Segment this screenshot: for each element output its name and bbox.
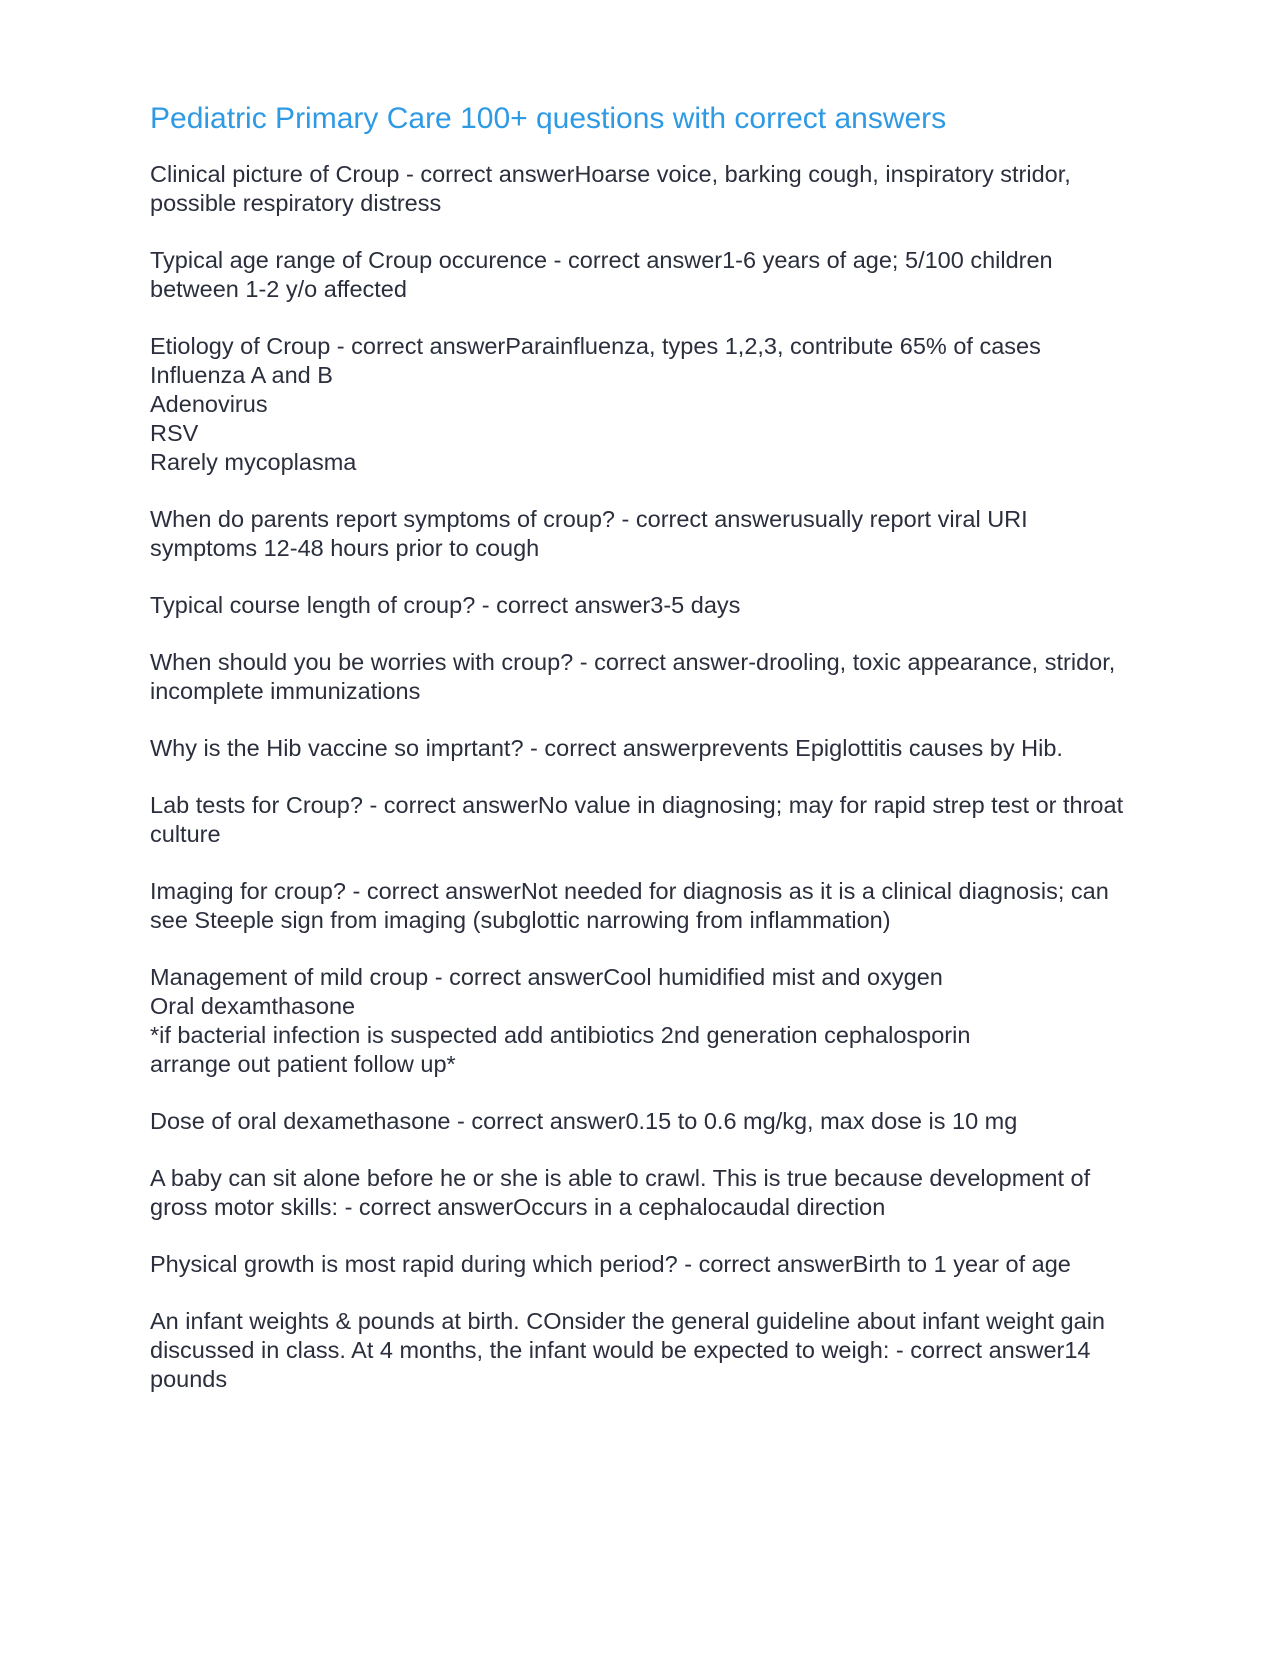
qa-entry — [150, 505, 1140, 563]
qa-entry-line: Lab tests for Croup? - correct answerNo value in diagnosing; may for rapid strep test or throat culture — [150, 791, 1124, 847]
qa-entry — [150, 791, 1140, 849]
qa-entry — [150, 648, 1140, 706]
qa-entry-line: Rarely mycoplasma — [150, 448, 357, 475]
qa-entry — [150, 1164, 1140, 1222]
qa-entry-line: An infant weights & pounds at birth. COnsider the general guideline about infant weight gain discussed in class. At 4 months, the infant would be expected to weigh: - correct answer14 pounds — [150, 1307, 1105, 1392]
qa-entry-line: A baby can sit alone before he or she is able to crawl. This is true because development of gross motor skills: - correct answerOccurs in a cephalocaudal direction — [150, 1164, 1091, 1220]
qa-entry-line: Management of mild croup - correct answerCool humidified mist and oxygen — [150, 963, 943, 990]
qa-entry — [150, 1107, 1140, 1136]
qa-entry — [150, 591, 1140, 620]
qa-entry-line: Clinical picture of Croup - correct answerHoarse voice, barking cough, inspiratory stridor, possible respiratory distress — [150, 160, 1071, 216]
qa-entry-line: Etiology of Croup - correct answerParainfluenza, types 1,2,3, contribute 65% of cases — [150, 332, 1041, 359]
qa-list — [150, 160, 1140, 1394]
qa-entry — [150, 1250, 1140, 1279]
qa-entry-line: Typical age range of Croup occurence - correct answer1-6 years of age; 5/100 children between 1-2 y/o affected — [150, 246, 1053, 302]
qa-entry-line: Typical course length of croup? - correct answer3-5 days — [150, 591, 741, 618]
document-page — [150, 100, 1140, 1422]
qa-entry — [150, 963, 1140, 1079]
qa-entry-line: Oral dexamthasone — [150, 992, 356, 1019]
qa-entry-line: Physical growth is most rapid during which period? - correct answerBirth to 1 year of age — [150, 1250, 1071, 1277]
qa-entry — [150, 160, 1140, 218]
qa-entry — [150, 332, 1140, 477]
qa-entry-line: When should you be worries with croup? - correct answer-drooling, toxic appearance, stridor, incomplete immunizations — [150, 648, 1116, 704]
qa-entry — [150, 1307, 1140, 1394]
qa-entry-line: Why is the Hib vaccine so imprtant? - correct answerprevents Epiglottitis causes by Hib. — [150, 734, 1063, 761]
qa-entry — [150, 877, 1140, 935]
qa-entry-line: Dose of oral dexamethasone - correct answer0.15 to 0.6 mg/kg, max dose is 10 mg — [150, 1107, 1018, 1134]
qa-entry-line: RSV — [150, 419, 199, 446]
qa-entry-line: *if bacterial infection is suspected add antibiotics 2nd generation cephalosporin — [150, 1021, 971, 1048]
qa-entry — [150, 246, 1140, 304]
qa-entry-line: Adenovirus — [150, 390, 268, 417]
qa-entry — [150, 734, 1140, 763]
qa-entry-line: arrange out patient follow up* — [150, 1050, 456, 1077]
document-title: Pediatric Primary Care 100+ questions with correct answers — [150, 102, 947, 135]
qa-entry-line: When do parents report symptoms of croup? - correct answerusually report viral URI symptoms 12-48 hours prior to cough — [150, 505, 1028, 561]
qa-entry-line: Imaging for croup? - correct answerNot needed for diagnosis as it is a clinical diagnosis; can see Steeple sign from imaging (subglottic narrowing from inflammation) — [150, 877, 1109, 933]
qa-entry-line: Influenza A and B — [150, 361, 333, 388]
